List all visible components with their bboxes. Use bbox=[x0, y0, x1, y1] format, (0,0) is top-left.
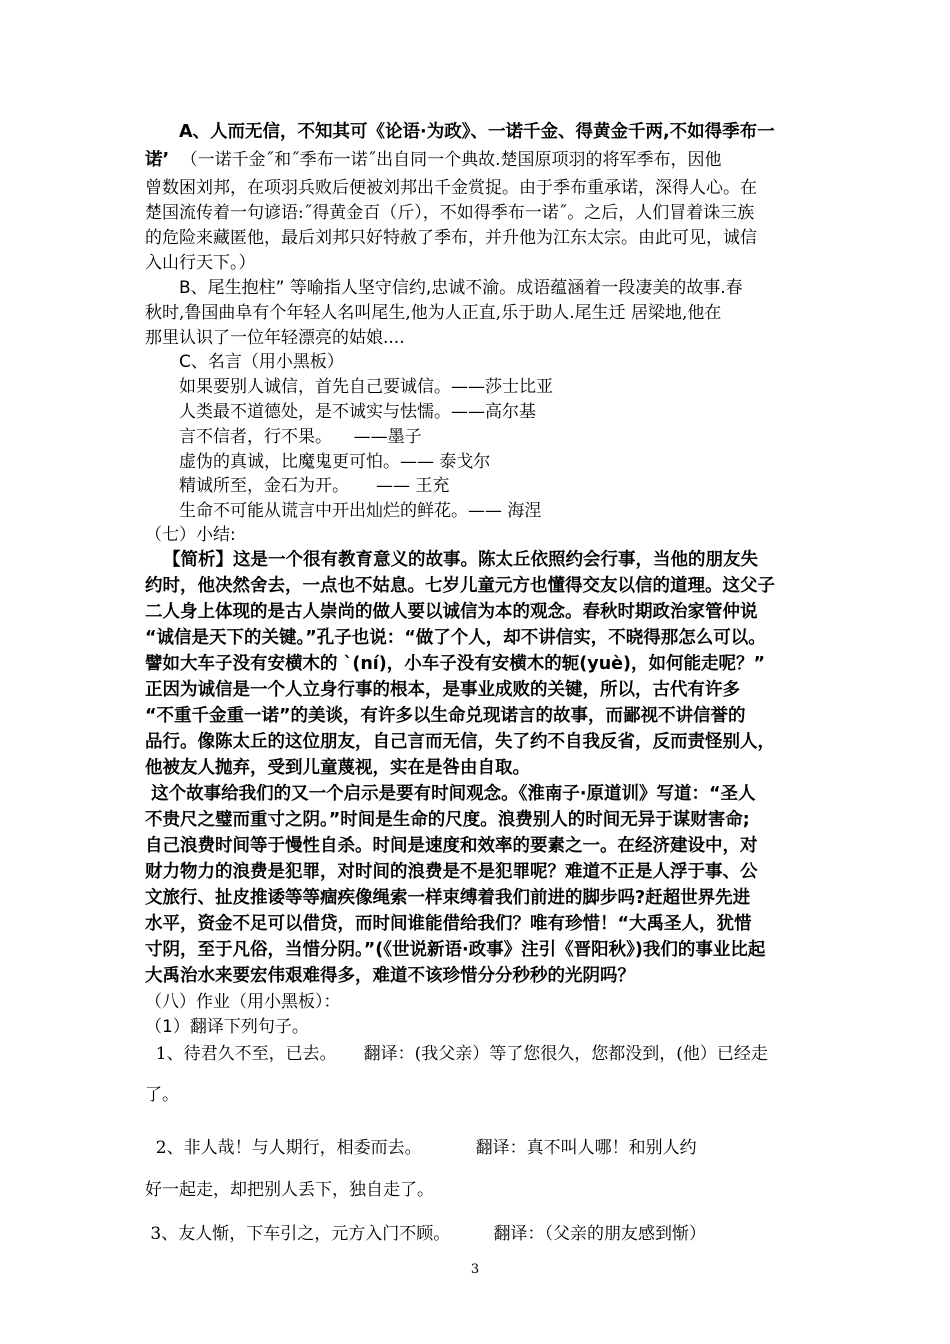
analysis-line-1: 【简析】这是一个很有教育意义的故事。陈太丘依照约会行事，当他的朋友失 bbox=[163, 550, 758, 570]
story-b-line-2: 秋时,鲁国曲阜有个年轻人名叫尾生,他为人正直,乐于助人.尾生迁 居梁地,他在 bbox=[145, 303, 722, 323]
story-a-line-4: 楚国流传着一句谚语:˝得黄金百（斤），不如得季布一诺˝。之后，人们冒着诛三族 bbox=[145, 203, 755, 223]
story-a-line-6: 入山行天下。） bbox=[145, 253, 256, 273]
analysis-line-2: 约时，他决然舍去，一点也不姑息。七岁儿童元方也懂得交友以信的道理。这父子 bbox=[145, 576, 775, 596]
quotes-title: C、名言（用小黑板） bbox=[179, 352, 344, 372]
translation-1: 1、待君久不至，已去。 翻译：(我父亲）等了您很久，您都没到，(他）已经走 bbox=[145, 1044, 768, 1064]
story-a-line-2 bbox=[145, 148, 722, 172]
time-line-3: 自己浪费时间等于慢性自杀。时间是速度和效率的要素之一。在经济建设中，对 bbox=[145, 836, 758, 856]
translation-1-continued: 了。 bbox=[145, 1085, 179, 1105]
time-line-4: 财力物力的浪费是犯罪，对时间的浪费是不是犯罪呢？难道不正是人浮于事、公 bbox=[145, 862, 758, 882]
time-line-5: 文旅行、扯皮推诿等等痼疾像绳索一样束缚着我们前进的脚步吗?赶超世界先进 bbox=[145, 888, 751, 908]
translation-3: 3、友人惭，下车引之，元方入门不顾。 翻译：（父亲的朋友感到惭） bbox=[145, 1224, 706, 1244]
story-a-line-2-bold: 诺’ bbox=[145, 150, 170, 170]
story-a-line-5: 的危险来藏匿他，最后刘邦只好特赦了季布，并升他为江东太宗。由此可见，诚信 bbox=[145, 228, 757, 248]
story-b-line-3: 那里认识了一位年轻漂亮的姑娘.... bbox=[145, 328, 405, 348]
time-line-7: 寸阴，至于凡俗，当惜分阴。”(《世说新语·政事》注引《晋阳秋》)我们的事业比起 bbox=[145, 940, 766, 960]
quote-2: 人类最不道德处，是不诚实与怯懦。——高尔基 bbox=[179, 402, 536, 422]
time-line-6: 水平，资金不足可以借贷，而时间谁能借给我们？唯有珍惜！“大禹圣人，犹惜 bbox=[145, 914, 752, 934]
translation-2-continued: 好一起走，却把别人丢下，独自走了。 bbox=[145, 1180, 434, 1200]
time-line-2: 不贵尺之璧而重寸之阴。”时间是生命的尺度。浪费别人的时间无异于谋财害命; bbox=[145, 810, 750, 830]
story-a-line-3: 曾数困刘邦，在项羽兵败后便被刘邦出千金赏捉。由于季布重承诺，深得人心。在 bbox=[145, 178, 757, 198]
analysis-line-5: 譬如大车子没有安横木的 `(ní)，小车子没有安横木的轭(yuè)，如何能走呢？” bbox=[145, 654, 766, 674]
section-7-heading: （七）小结: bbox=[145, 525, 236, 545]
analysis-line-8: 品行。像陈太丘的这位朋友，自己言而无信，失了约不自我反省，反而责怪别人， bbox=[145, 732, 775, 752]
quote-5: 精诚所至，金石为开。 —— 王充 bbox=[179, 476, 450, 496]
section-8-heading: （八）作业（用小黑板）： bbox=[145, 992, 341, 1012]
page-number: 3 bbox=[470, 1262, 480, 1277]
time-line-1: 这个故事给我们的又一个启示是要有时间观念。《淮南子·原道训》写道：“圣人 bbox=[145, 784, 756, 804]
analysis-line-3: 二人身上体现的是古人崇尚的做人要以诚信为本的观念。春秋时期政治家管仲说 bbox=[145, 602, 758, 622]
quote-4: 虚伪的真诚，比魔鬼更可怕。—— 泰戈尔 bbox=[179, 452, 491, 472]
story-b-line-1: B、尾生抱柱” 等喻指人坚守信约,忠诚不渝。成语蕴涵着一段凄美的故事.春 bbox=[179, 278, 743, 298]
analysis-line-9: 他被友人抛弃，受到儿童蔑视，实在是咎由自取。 bbox=[145, 758, 530, 778]
translation-2: 2、非人哉！与人期行，相委而去。 翻译：真不叫人哪！和别人约 bbox=[145, 1138, 697, 1158]
quote-3: 言不信者，行不果。 ——墨子 bbox=[179, 427, 422, 447]
story-a-line-2-rest: （一诺千金˝和˝季布一诺˝出自同一个典故.楚国原项羽的将军季布，因他 bbox=[189, 150, 722, 170]
quote-6: 生命不可能从谎言中开出灿烂的鲜花。—— 海涅 bbox=[179, 501, 542, 521]
quote-1: 如果要别人诚信，首先自己要诚信。——莎士比亚 bbox=[179, 377, 553, 397]
homework-item-1: （1）翻译下列句子。 bbox=[145, 1017, 309, 1037]
analysis-line-6: 正因为诚信是一个人立身行事的根本，是事业成败的关键，所以，古代有许多 bbox=[145, 680, 740, 700]
analysis-line-7: “不重千金重一诺”的美谈，有许多以生命兑现诺言的故事，而鄙视不讲信誉的 bbox=[145, 706, 746, 726]
time-line-8: 大禹治水来要宏伟艰难得多，难道不该珍惜分分秒秒的光阴吗？ bbox=[145, 966, 635, 986]
story-a-line-1: A、人而无信，不知其可《论语·为政》、一诺千金、得黄金千两,不如得季布一 bbox=[179, 122, 775, 142]
analysis-line-4: “诚信是天下的关键。”孔子也说：“做了个人，却不讲信实，不晓得那怎么可以。 bbox=[145, 628, 766, 648]
